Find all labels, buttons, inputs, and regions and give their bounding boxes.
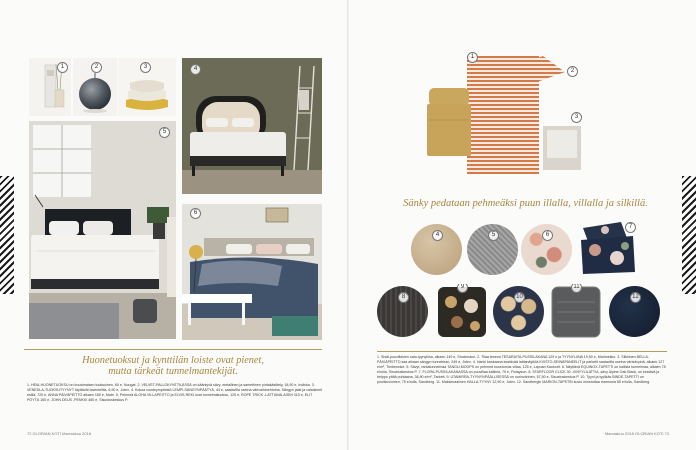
left-page-headline (24, 355, 322, 378)
ball-candle-photo (73, 58, 117, 116)
item-number-6: 6 (542, 230, 553, 241)
item-number-8: 8 (398, 292, 409, 303)
item-number-1: 1 (467, 52, 478, 63)
reed-diffuser-photo (29, 58, 71, 116)
item-number-11: 11 (571, 284, 582, 293)
page-tab-stripes (682, 176, 696, 294)
item-number-10: 10 (514, 292, 525, 303)
headboard-bedroom-photo (182, 58, 322, 194)
caption-rule (377, 351, 667, 352)
item-number-9: 9 (457, 284, 468, 293)
swatch-grey-throw (467, 224, 518, 275)
item-number-7: 7 (625, 222, 636, 233)
item-number-4: 4 (190, 64, 201, 75)
scent-pillows-photo (118, 58, 176, 116)
floral-duvet-photo (577, 218, 639, 276)
right-page (349, 0, 696, 450)
blue-throw-bedroom-photo (182, 204, 322, 340)
left-page (0, 0, 347, 450)
item-number-2: 2 (91, 62, 102, 73)
swatch-wood-panel (411, 224, 462, 275)
headline-line-1: Huonetuoksut ja kynttilän loiste ovat pienet, (82, 355, 264, 366)
swatch-floral-wallpaper (521, 224, 572, 275)
swatch-marble-wallpaper (609, 286, 660, 337)
headline-rule (24, 349, 322, 350)
item-number-2: 2 (567, 66, 578, 77)
white-bedroom-photo (29, 121, 176, 339)
item-number-5: 5 (159, 127, 170, 138)
left-page-folio: 72 GLORIAN KOTI Marraskuu 2018 (27, 431, 92, 436)
item-number-6: 6 (190, 208, 201, 219)
patterned-cushion-photo (435, 284, 489, 340)
right-page-folio: Marraskuu 2018 GLORIAN KOTI 73 (604, 431, 669, 436)
item-number-1: 1 (57, 62, 68, 73)
grey-cushion-photo (549, 284, 603, 340)
item-number-3: 3 (571, 112, 582, 123)
item-number-4: 4 (432, 230, 443, 241)
swatch-binde-wallpaper (493, 286, 544, 337)
right-page-headline: Sänky pedataan pehmeäksi puun illalla, villalla ja silkillä. (403, 198, 648, 209)
product-caption-text: 1. HEIA-HUONETUOKSU on kuusimaisen tuoksuinen, 60 e, Nougat. 2. VELVET-PALLOKYNTTILÄSSÄ on kääntyvä sävy, metallinen ja samettinen pintakäsittely, 18,90 e, Indiska. 3. VENEDLA-TUOKSUTYYNYT täyttävät laventelilla, 6,90 e, Jotex. 4. Kokoa vuodeympäristö LEMPI-SÄNGYNPÄÄTYÄ, 44 e, saatavilla useina värivaihtoehtoina. Sängyn jalat ja valaisimet esillä, 720 e, ANNA PÄIVÄPEITTO alkaen 160 e, Matri. 5. Pehmeä ALOHA VILLAPEITTO ja ELVIS-REKI ovat tunnelmatuoksu, 125 e, ROPE TRICK -LATTIAVALAISIN 315 e, ELIT PÖYTÄ 160 e, JOHN DEUS -PENKKI 480 e, Sisustuskeskus P. (27, 383, 323, 403)
bedding-collage (425, 52, 593, 184)
item-number-3: 3 (140, 62, 151, 73)
headline-line-2: mutta tärkeät tunnelmantekijät. (108, 366, 238, 378)
item-number-12: 12 (630, 292, 641, 303)
item-number-5: 5 (488, 230, 499, 241)
swatch-dark-vinyl-floor (377, 286, 428, 337)
product-caption-text: 1. Sisäl-puuvillainen satu-tyynyliina, alkaen 149 e, Stockmann. 2. Tilaa teneva TESARAITA-PUSSILAKANA 129 e ja TYYNYLIINA 19,50 e, Marimekko. 3. Silkkinen BELLA-PÄIVÄPEITTO saa aikaan sängyn tunnelman, 249 e, Jotex. 4. Hanki kankaana kestävää lattianäyttöä KVISTO-SEINÄPANEELIT ja parketit saatavilla useina värisävyinä, alkaen 127 e/m², Timberwise. 5. Sävyt, rantatunnelmaa TANGU-MOOPS on pehmeä koostumus villaa, 125 e, Lapuan Kankurit. 6. Näyttävä EQUINOX-TAPETTI on kallista tunnelmaa, alkaen 78 e/rulla, Sisustuskeskus P. 7. FLORA-PUSSILAKANASSA on puuvillaa satiinia, 79 e, Finlayson. 8. STARFLOOR CLICK 30 -VINYYLILATTIA, sävy Alpine Oak Black, on kestävä ja helppo pitää puhtaana, 36,90 e/m², Tarkett. 9. UTAMIRRA-TYYNYNPÄÄLLISESSÄ on nurinvärinen, 57,50 e, Sisustuskeskus P. 10. Tyyni ja tyylikäs BINDE-TAPETTI on puolikuvioinen, 75 e/rulla, Sandberg. 11. Maksimaalinen HALLA-TYYNY 12,90 e, Jotex. 12. Sandbergin MARION-TAPETIN kuvio muistuttaa marmoria 85 e/rulla, Sandberg. (377, 355, 666, 385)
page-tab-stripes (0, 176, 14, 294)
